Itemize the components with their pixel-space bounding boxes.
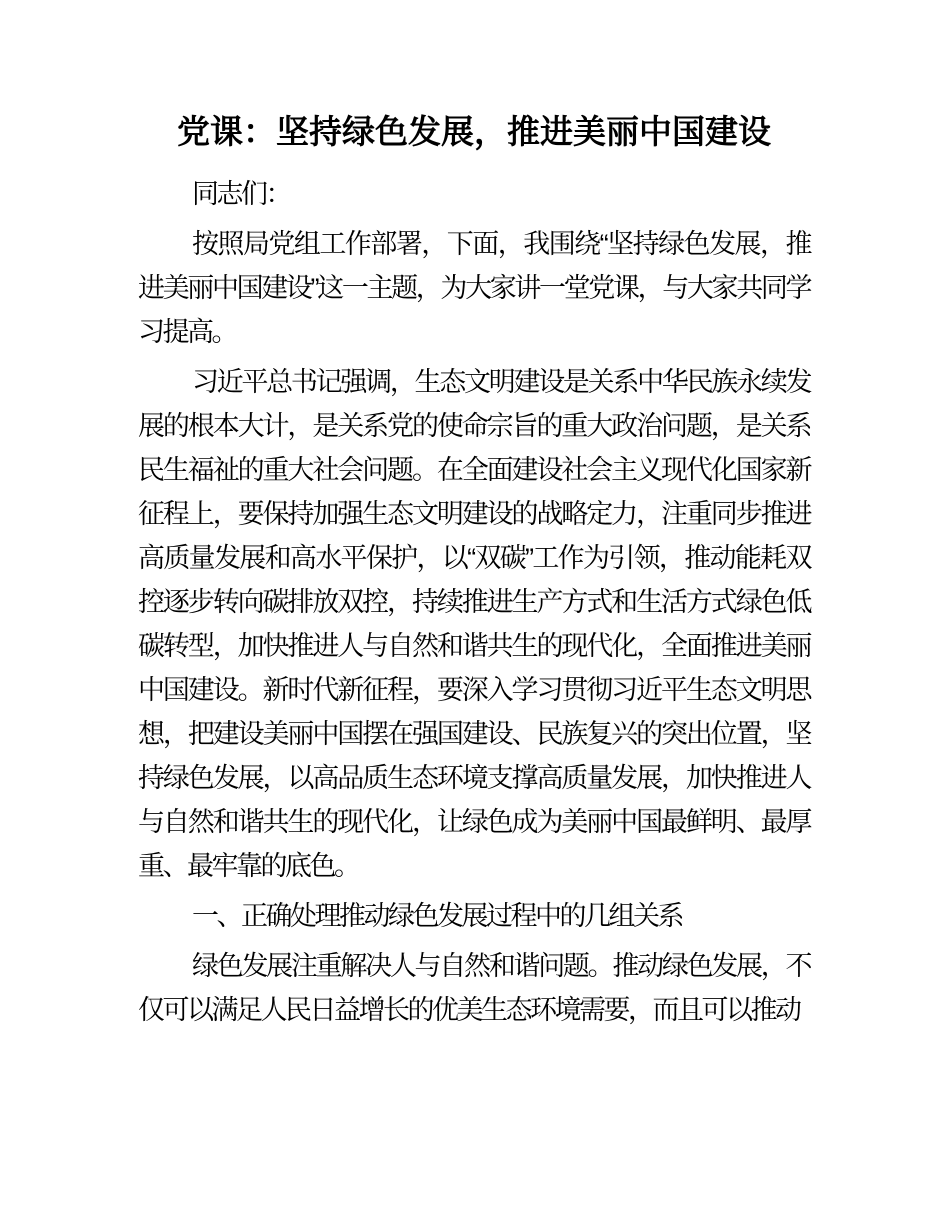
body-paragraph: 习近平总书记强调，生态文明建设是关系中华民族永续发展的根本大计，是关系党的使命宗旨的重大政治问题，是关系民生福祉的重大社会问题。在全面建设社会主义现代化国家新征程上，要保持加强生态文明建设的战略定力，注重同步推进高质量发展和高水平保护，以“双碳”工作为引领，推动能耗双控逐步转向碳排放双控，持续推进生产方式和生活方式绿色低碳转型，加快推进人与自然和谐共生的现代化，全面推进美丽中国建设。新时代新征程，要深入学习贯彻习近平生态文明思想，把建设美丽中国摆在强国建设、民族复兴的突出位置，坚持绿色发展，以高品质生态环境支撑高质量发展，加快推进人与自然和谐共生的现代化，让绿色成为美丽中国最鲜明、最厚重、最牢靠的底色。 [138,367,810,881]
document-title: 党课：坚持绿色发展，推进美丽中国建设 [177,113,771,150]
section-heading-paragraph: 一、正确处理推动绿色发展过程中的几组关系 [192,901,682,931]
salutation-paragraph: 同志们： [192,179,290,209]
section-body-paragraph: 绿色发展注重解决人与自然和谐问题。推动绿色发展，不仅可以满足人民日益增长的优美生态环境需要，而且可以推动 [138,951,810,1025]
intro-paragraph: 按照局党组工作部署，下面，我围绕“坚持绿色发展，推进美丽中国建设”这一主题，为大家讲一堂党课，与大家共同学习提高。 [138,229,810,347]
